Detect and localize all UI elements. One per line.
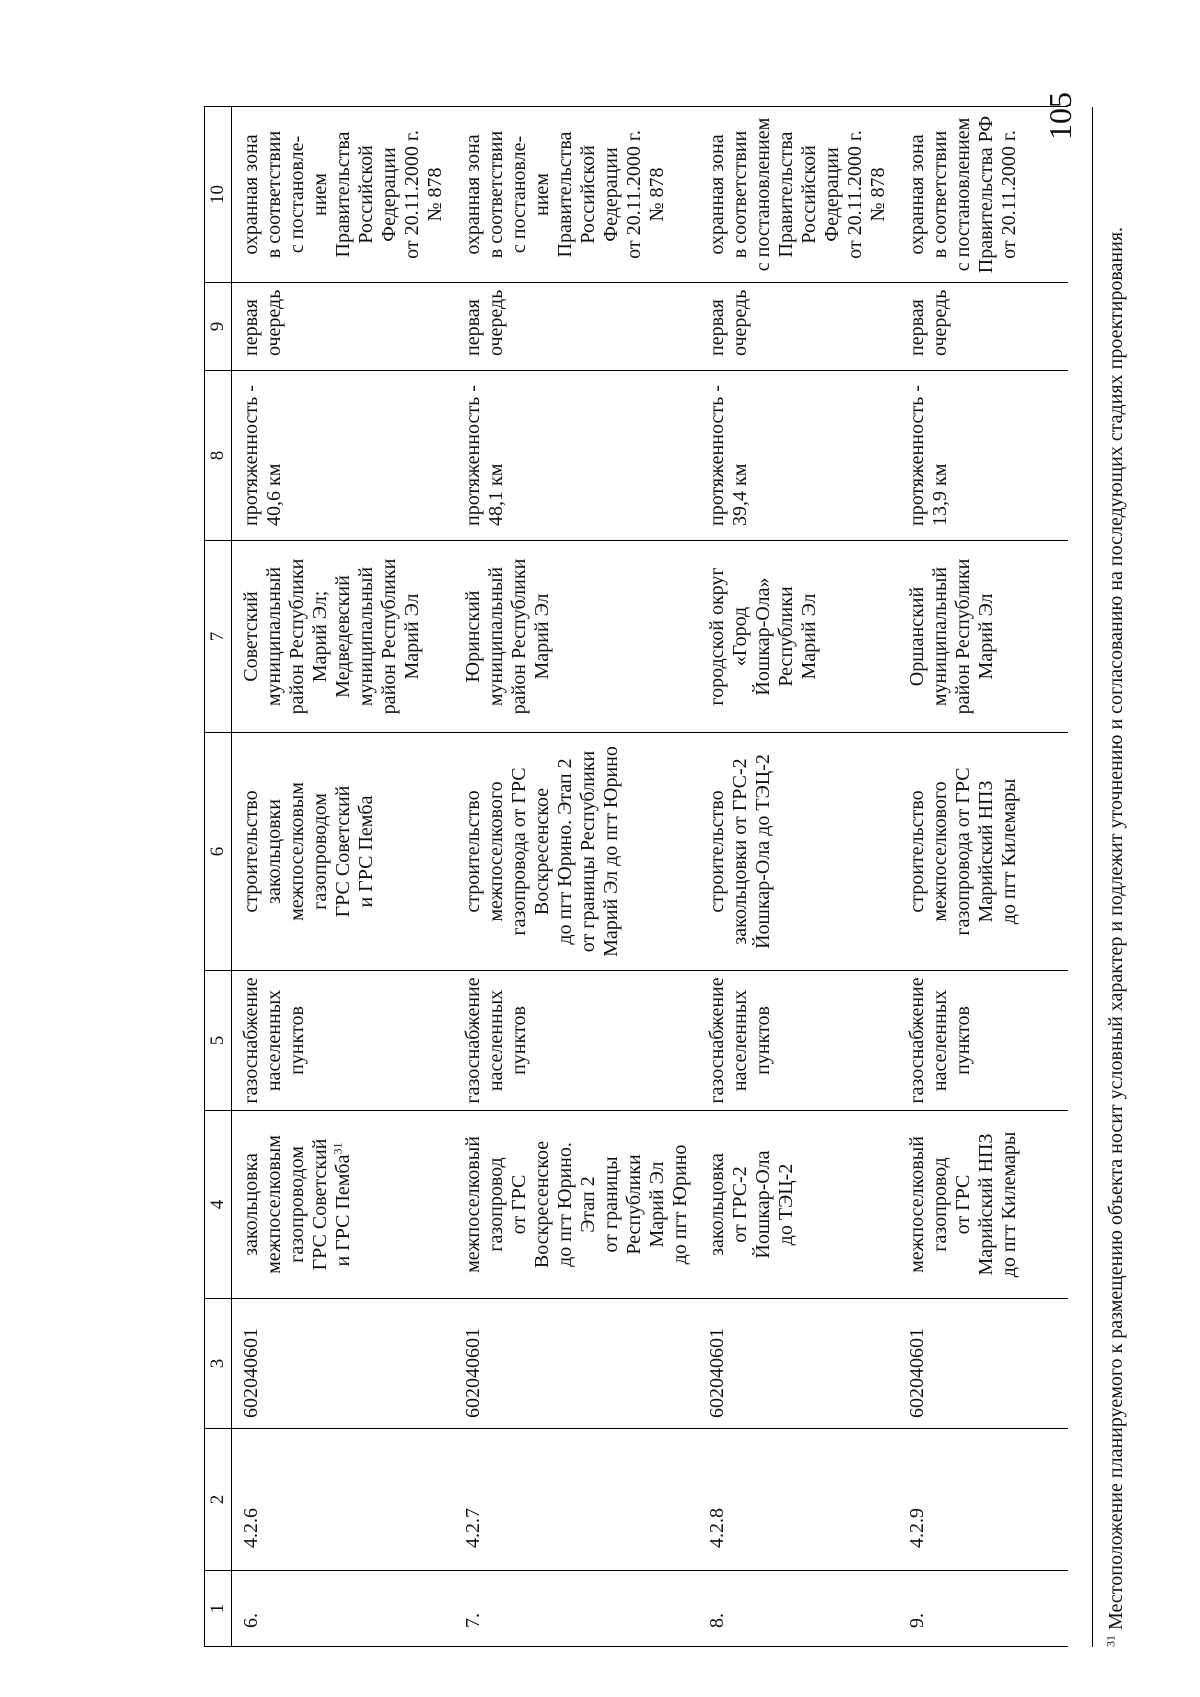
object-characteristics: строительство межпоселкового газопровода от ГРС Марийский НПЗ до пгт Килемары xyxy=(905,767,1020,936)
footnote-marker: 31 xyxy=(330,1142,345,1155)
object-name: межпоселковый газопровод от ГРС Марийский НПЗ до пгт Килемары xyxy=(905,1131,1020,1278)
column-header: 2 xyxy=(205,1429,232,1571)
implementation-stage: первая очередь xyxy=(461,289,507,356)
column-header: 4 xyxy=(205,1111,232,1299)
oktmo-code: 602040601 xyxy=(905,1328,928,1418)
table-row xyxy=(232,107,454,1647)
implementation-stage: первая очередь xyxy=(905,289,951,356)
footnote xyxy=(1104,87,1128,1647)
column-header: 6 xyxy=(205,733,232,971)
object-length: протяженность - 39,4 км xyxy=(705,385,751,526)
footnote-number: 31 xyxy=(1103,1635,1118,1647)
implementation-stage: первая очередь xyxy=(705,289,751,356)
table-header-row xyxy=(205,107,232,1647)
objects-table xyxy=(204,106,1068,1647)
object-length: протяженность - 48,1 км xyxy=(461,385,507,526)
protection-zone: охранная зона в соответствии с постановлением Правительства РФ от 20.11.2000 г. xyxy=(905,115,1020,274)
oktmo-code: 602040601 xyxy=(240,1328,262,1418)
object-name: закольцовка от ГРС-2 Йошкар-Ола до ТЭЦ-2 xyxy=(705,1150,797,1259)
column-header: 1 xyxy=(205,1571,232,1647)
protection-zone: охранная зона в соответствии с постановле- нием Правительства Российской Федерации от 20.11.2000 г. № 878 xyxy=(461,130,668,259)
footnote-text: Местоположение планируемого к размещению объекта носит условный характер и подлежит уточнению и согласованию на последующих стадиях проектирования. xyxy=(1105,226,1127,1635)
object-code: 4.2.9 xyxy=(905,1508,928,1548)
row-number: 9. xyxy=(905,1613,928,1628)
object-location: Оршанский муниципальный район Республики Марий Эл xyxy=(905,558,997,715)
object-code: 4.2.8 xyxy=(705,1508,728,1548)
page-number: 105 xyxy=(1042,92,1078,140)
object-code: 4.2.7 xyxy=(461,1508,484,1548)
object-characteristics: строительство межпоселкового газопровода от ГРС Воскресенское до пгт Юрино. Этап 2 от границы Республики Марий Эл до пгт Юрино xyxy=(461,746,622,957)
footnote-divider xyxy=(1092,107,1093,1647)
object-characteristics: строительство закольцовки от ГРС-2 Йошкар-Ола до ТЭЦ-2 xyxy=(705,754,774,949)
oktmo-code: 602040601 xyxy=(705,1328,728,1418)
object-purpose: газоснабжение населенных пунктов xyxy=(905,977,974,1104)
object-purpose: газоснабжение населенных пунктов xyxy=(461,977,530,1104)
protection-zone: охранная зона в соответствии с постановле- нием Правительства Российской Федерации от 20.11.2000 г. № 878 xyxy=(240,130,446,259)
implementation-stage: первая очередь xyxy=(240,289,285,356)
table-row xyxy=(698,107,898,1647)
object-purpose: газоснабжение населенных пунктов xyxy=(705,977,774,1104)
table-row xyxy=(898,107,1068,1647)
row-number: 8. xyxy=(705,1613,728,1628)
oktmo-code: 602040601 xyxy=(461,1328,484,1418)
object-location: Советский муниципальный район Республики Марий Эл; Медведевский муниципальный район Республики Марий Эл xyxy=(240,558,423,715)
column-header: 3 xyxy=(205,1299,232,1429)
object-length: протяженность - 40,6 км xyxy=(240,385,285,526)
object-name: закольцовка межпоселковым газопроводом ГРС Советский и ГРС Пемба xyxy=(240,1135,354,1274)
column-header: 8 xyxy=(205,371,232,541)
object-location: городской округ «Город Йошкар-Ола» Республики Марий Эл xyxy=(705,567,820,706)
protection-zone: охранная зона в соответствии с постановлением Правительства Российской Федерации от 20.11.2000 г. № 878 xyxy=(705,117,889,272)
row-number: 6. xyxy=(240,1613,262,1628)
object-code: 4.2.6 xyxy=(240,1508,262,1548)
object-characteristics: строительство закольцовки межпоселковым газопроводом ГРС Советский и ГРС Пемба xyxy=(240,782,377,921)
table-row xyxy=(454,107,698,1647)
column-header: 9 xyxy=(205,283,232,371)
column-header: 7 xyxy=(205,541,232,733)
column-header: 5 xyxy=(205,971,232,1111)
object-location: Юринский муниципальный район Республики Марий Эл xyxy=(461,558,553,715)
object-name: межпоселковый газопровод от ГРС Воскресенское до пгт Юрино. Этап 2 от границы Республики Марий Эл до пгт Юрино xyxy=(461,1136,691,1273)
row-number: 7. xyxy=(461,1613,484,1628)
object-purpose: газоснабжение населенных пунктов xyxy=(240,977,308,1104)
column-header: 10 xyxy=(205,107,232,283)
object-length: протяженность - 13,9 км xyxy=(905,385,951,526)
